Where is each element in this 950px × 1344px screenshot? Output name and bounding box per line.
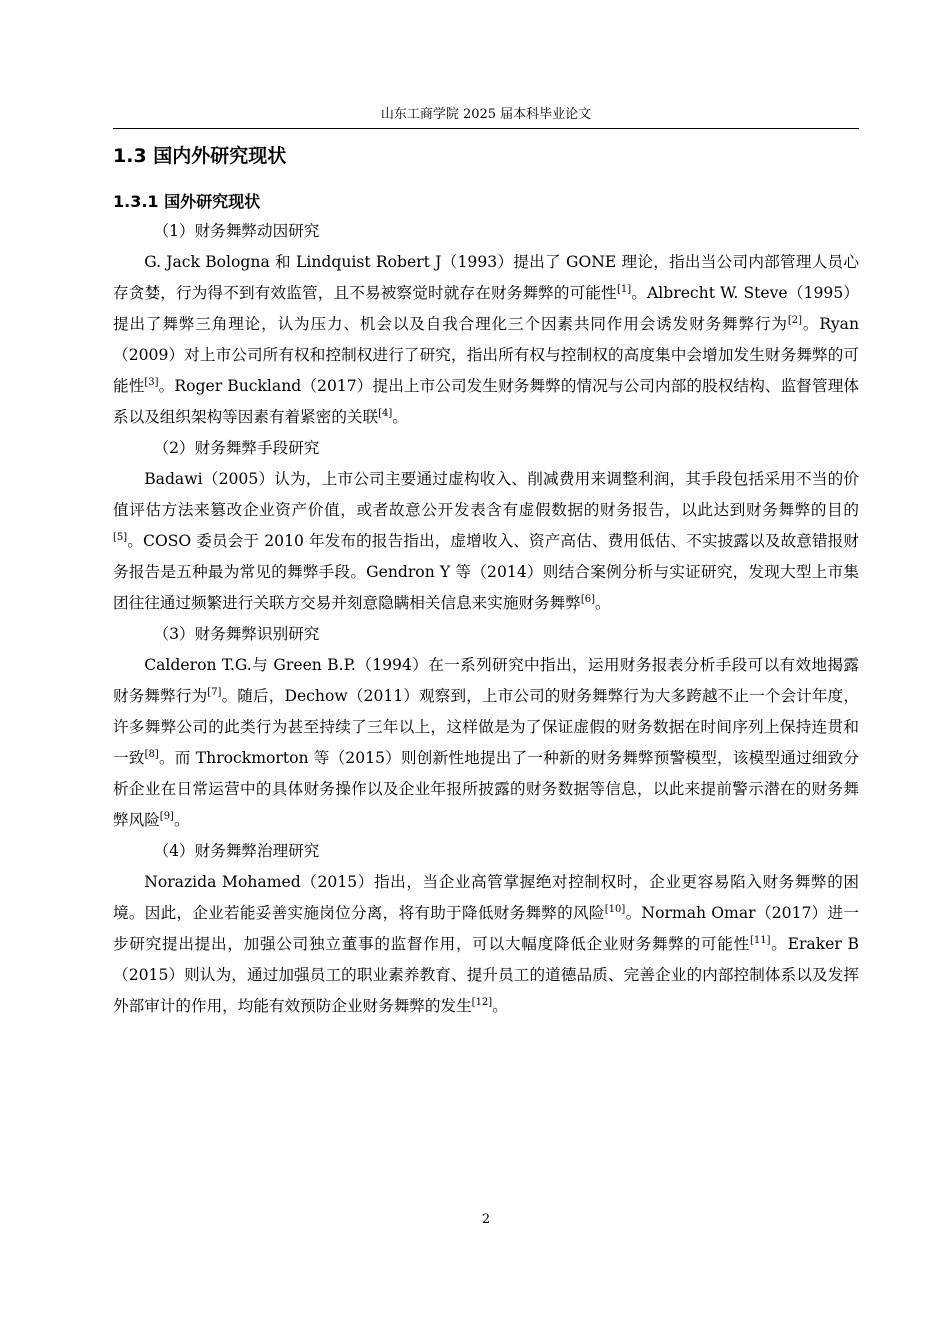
paragraph-motives: G. Jack Bologna 和 Lindquist Robert J（1993）提出了 GONE 理论，指出当公司内部管理人员心存贪婪，行为得不到有效监管，且不易被察觉时就存在财务舞弊的可能性[1]。Albrecht W. Steve（1995）提出了舞弊三角理论，认为压力、机会以及自我合理化三个因素共同作用会诱发财务舞弊行为[2]。Ryan（2009）对上市公司所有权和控制权进行了研究，指出所有权与控制权的高度集中会增加发生财务舞弊的可能性[3]。Roger Buckland（2017）提出上市公司发生财务舞弊的情况与公司内部的股权结构、监督管理体系以及组织架构等因素有着紧密的关联[4]。 (113, 253, 859, 426)
citation: [12] (471, 997, 493, 1008)
citation: [7] (207, 687, 222, 698)
citation: [10] (604, 904, 626, 915)
page-content (113, 138, 859, 1022)
subsection-title: 1.3.1 国外研究现状 (113, 192, 261, 211)
topic-heading-governance: （4）财务舞弊治理研究 (153, 842, 320, 860)
citation: [9] (159, 811, 174, 822)
section-title: 1.3 国内外研究现状 (113, 145, 287, 167)
running-header: 山东工商学院 2025 届本科毕业论文 (380, 107, 592, 122)
body-text (113, 216, 859, 1022)
page-number: 2 (481, 1212, 491, 1227)
citation: [4] (378, 408, 393, 419)
citation: [6] (580, 594, 595, 605)
paragraph-identification: Calderon T.G.与 Green B.P.（1994）在一系列研究中指出，运用财务报表分析手段可以有效地揭露财务舞弊行为[7]。随后，Dechow（2011）观察到，上市公司的财务舞弊行为大多跨越不止一个会计年度，许多舞弊公司的此类行为甚至持续了三年以上，这样做是为了保证虚假的财务数据在时间序列上保持连贯和一致[8]。而 Throckmorton 等（2015）则创新性地提出了一种新的财务舞弊预警模型，该模型通过细致分析企业在日常运营中的具体财务操作以及企业年报所披露的财务数据等信息，以此来提前警示潜在的财务舞弊风险[9]。 (113, 656, 859, 829)
citation: [1] (616, 284, 632, 295)
paragraph-methods: Badawi（2005）认为，上市公司主要通过虚构收入、削减费用来调整利润，其手段包括采用不当的价值评估方法来篡改企业资产价值，或者故意公开发表含有虚假数据的财务报告，以此达到财务舞弊的目的[5]。COSO 委员会于 2010 年发布的报告指出，虚增收入、资产高估、费用低估、不实披露以及故意错报财务报告是五种最为常见的舞弊手段。Gendron Y 等（2014）则结合案例分析与实证研究，发现大型上市集团往往通过频繁进行关联方交易并刻意隐瞒相关信息来实施财务舞弊[6]。 (113, 470, 859, 612)
topic-heading-motives: （1）财务舞弊动因研究 (153, 222, 320, 240)
topic-heading-identification: （3）财务舞弊识别研究 (153, 625, 320, 643)
header-rule (113, 128, 859, 129)
topic-heading-methods: （2）财务舞弊手段研究 (153, 439, 320, 457)
citation: [3] (144, 377, 159, 388)
citation: [2] (787, 315, 803, 326)
citation: [11] (749, 935, 771, 946)
paragraph-governance: Norazida Mohamed（2015）指出，当企业高管掌握绝对控制权时，企业更容易陷入财务舞弊的困境。因此，企业若能妥善实施岗位分离，将有助于降低财务舞弊的风险[10]。Normah Omar（2017）进一步研究提出提出，加强公司独立董事的监督作用，可以大幅度降低企业财务舞弊的可能性[11]。Eraker B（2015）则认为，通过加强员工的职业素养教育、提升员工的道德品质、完善企业的内部控制体系以及发挥外部审计的作用，均能有效预防企业财务舞弊的发生[12]。 (113, 873, 859, 1015)
citation: [8] (144, 749, 159, 760)
citation: [5] (113, 532, 128, 543)
